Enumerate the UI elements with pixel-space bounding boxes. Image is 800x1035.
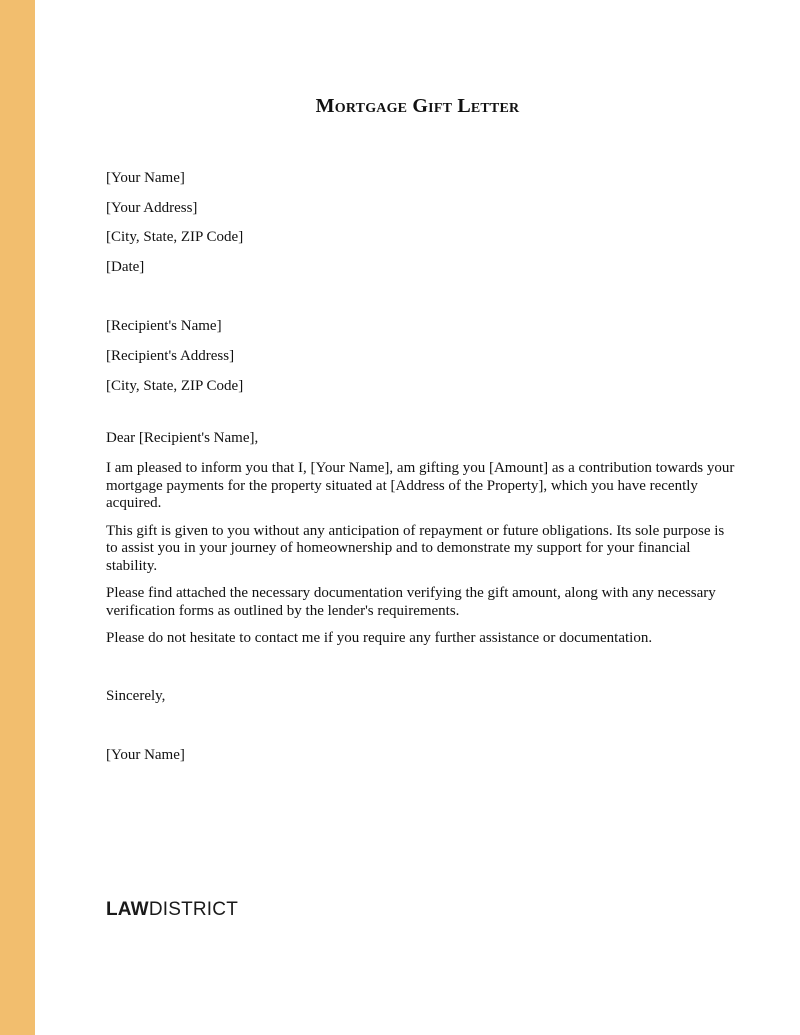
paragraph-documentation: Please find attached the necessary documentation verifying the gift amount, along with any necessary verification forms as outlined by the lender's requirements. <box>106 585 716 619</box>
letter-date: [Date] <box>106 258 145 275</box>
logo-district-text: DISTRICT <box>148 899 239 920</box>
paragraph-contact: Please do not hesitate to contact me if you require any further assistance or documentation. <box>106 630 653 647</box>
logo-law-text: LAW <box>106 899 149 920</box>
recipient-block <box>106 318 736 407</box>
accent-side-bar <box>0 0 35 1035</box>
sender-name: [Your Name] <box>106 170 185 186</box>
paragraph-no-repayment: This gift is given to you without any anticipation of repayment or future obligations. Its sole purpose is to assist you in your journey of homeownership and to demonstrate my support for your financial stability. <box>106 522 725 574</box>
salutation: Dear [Recipient's Name], <box>106 430 259 447</box>
closing: Sincerely, <box>106 687 166 704</box>
sender-address: [Your Address] <box>106 199 198 216</box>
recipient-name: [Recipient's Name] <box>106 318 222 335</box>
spacer <box>106 288 736 318</box>
signature-name: [Your Name] <box>106 747 185 764</box>
recipient-address: [Recipient's Address] <box>106 347 235 364</box>
document-title: Mortgage Gift Letter <box>315 95 520 117</box>
sender-city-state-zip: [City, State, ZIP Code] <box>106 229 244 246</box>
letter-body <box>106 170 736 765</box>
paragraph-gift-intro: I am pleased to inform you that I, [Your Name], am gifting you [Amount] as a contribution towards your mortgage payments for the property situated at [Address of the Property], which you have recently acquired. <box>106 460 735 512</box>
lawdistrict-logo <box>106 899 238 921</box>
recipient-city-state-zip: [City, State, ZIP Code] <box>106 377 244 394</box>
sender-block <box>106 170 736 288</box>
